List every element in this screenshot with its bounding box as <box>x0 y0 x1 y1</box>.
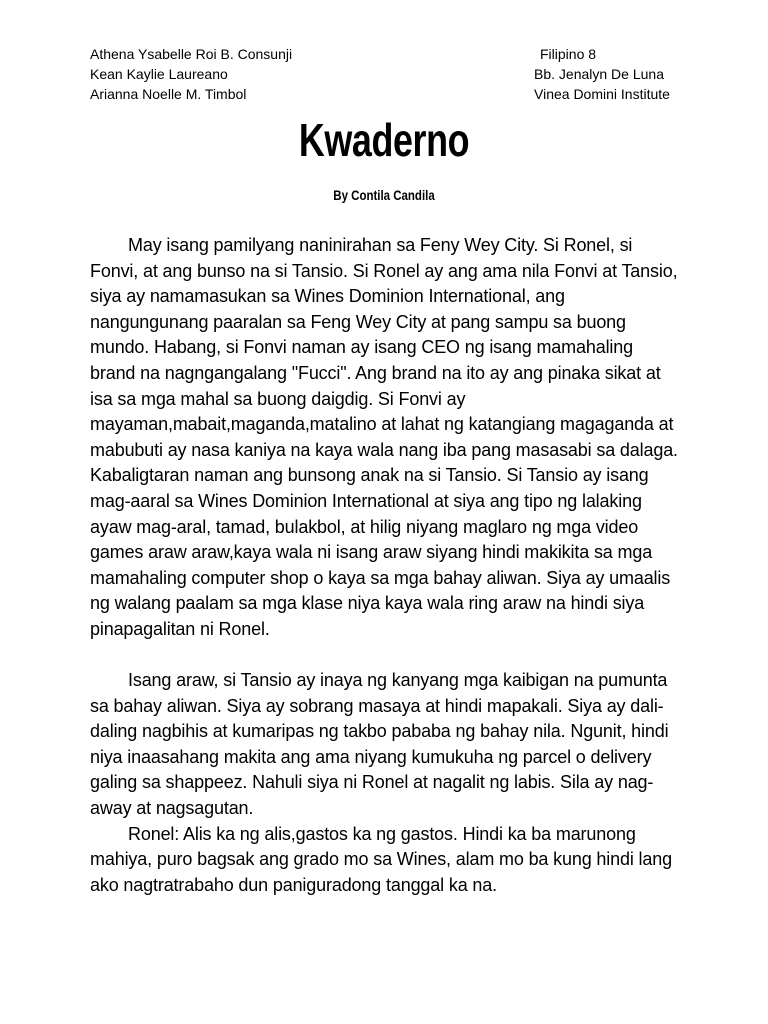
paragraph: Ronel: Alis ka ng alis,gastos ka ng gastos. Hindi ka ba marunong mahiya, puro bagsak ang grado mo sa Wines, alam mo ba kung hindi lang ako nagtratrabaho dun paniguradong tanggal ka na. <box>90 823 672 895</box>
document-byline: By Contila Candila <box>333 187 435 203</box>
paragraph: May isang pamilyang naninirahan sa Feny Wey City. Si Ronel, si Fonvi, at ang bunso na si Tansio. Si Ronel ay ang ama nila Fonvi at Tansio, siya ay namamasukan sa Wines Dominion International, ang nangungunang paaralan sa Feng Wey City at pang sampu sa buong mundo. Habang, si Fonvi naman ay isang CEO ng isang mamahaling brand na nagngangalang "Fucci". Ang brand na ito ay ang pinaka sikat at isa sa mga mahal sa buong daigdig. Si Fonvi ay mayaman,mabait,maganda,matalino at lahat ng katangiang magaganda at mabubuti ay nasa kaniya na kaya wala nang iba pang masasabi sa dalaga. Kabaligtaran naman ang bunsong anak na si Tansio. Si Tansio ay isang mag-aaral sa Wines Dominion International at siya ang tipo ng lalaking ayaw mag-aral, tamad, bulakbol, at hilig niyang maglaro ng mga video games araw araw,kaya wala ni isang araw siyang hindi makikita sa mga mamahaling computer shop o kaya sa mga bahay aliwan. Siya ay umaalis ng walang paalam sa mga klase niya kaya wala ring araw na hindi siya pinapagalitan ni Ronel. <box>90 235 678 639</box>
document-title: Kwaderno <box>298 114 470 166</box>
story-body <box>90 233 682 898</box>
class-info-block <box>534 44 674 104</box>
author-name: Arianna Noelle M. Timbol <box>90 86 247 102</box>
author-block <box>90 44 292 104</box>
school-name: Vinea Domini Institute <box>534 86 670 102</box>
subject-label: Filipino 8 <box>540 46 597 62</box>
teacher-name: Bb. Jenalyn De Luna <box>534 66 664 82</box>
author-name: Athena Ysabelle Roi B. Consunji <box>90 46 293 62</box>
paragraph: Isang araw, si Tansio ay inaya ng kanyang mga kaibigan na pumunta sa bahay aliwan. Siya ay sobrang masaya at hindi mapakali. Siya ay dali-daling nagbihis at kumaripas ng takbo pababa ng bahay nila. Ngunit, hindi niya inaasahang makita ang ama niyang kumukuha ng parcel o delivery galing sa shappeez. Nahuli siya ni Ronel at nagalit ng labis. Sila ay nag-away at nagsagutan. <box>90 670 669 819</box>
author-name: Kean Kaylie Laureano <box>90 66 228 82</box>
document-header <box>90 44 674 104</box>
